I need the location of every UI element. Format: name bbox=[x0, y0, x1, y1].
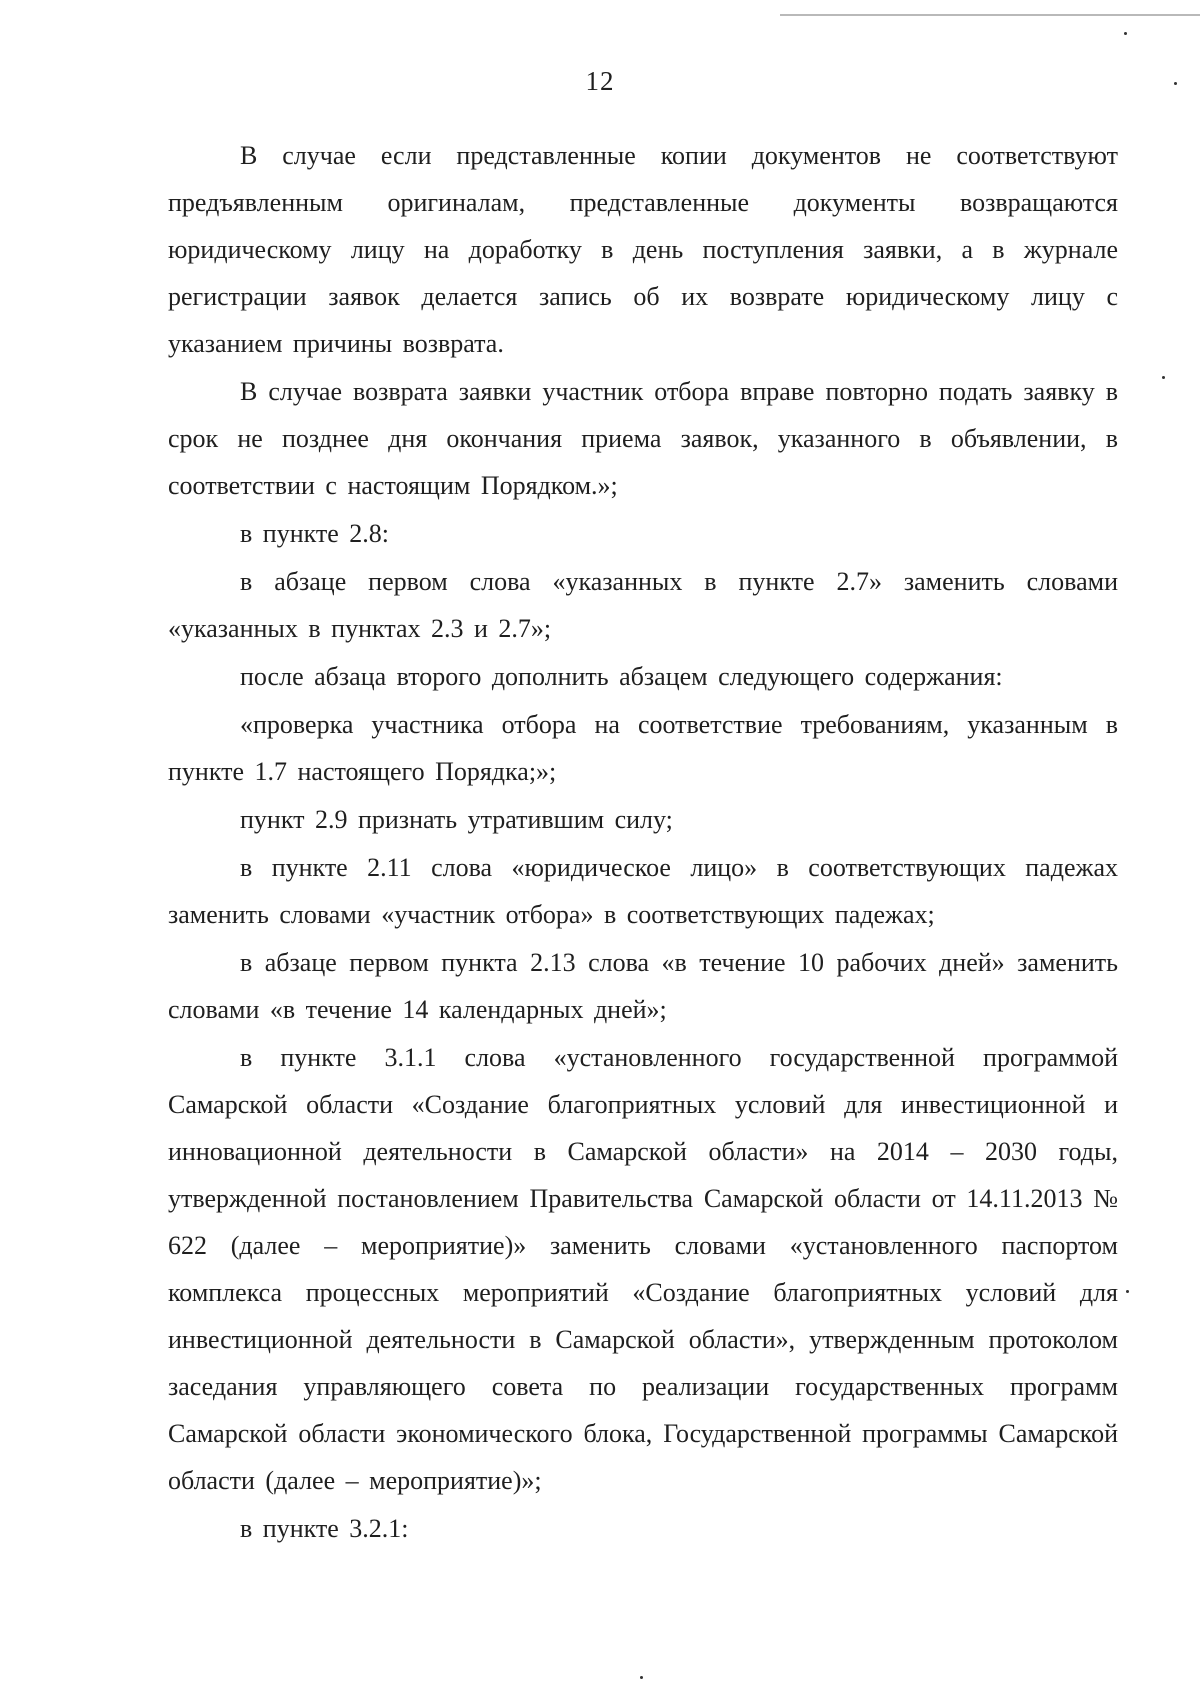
paragraph-clause-2-13: в абзаце первом пункта 2.13 слова «в течение 10 рабочих дней» заменить словами «в течение 14 календарных дней»; bbox=[168, 948, 1118, 1024]
scan-speck bbox=[1162, 376, 1165, 379]
paragraph-resubmission: В случае возврата заявки участник отбора вправе повторно подать заявку в срок не позднее дня окончания приема заявок, указанного в объявлении, в соответствии с настоящим Порядком.»; bbox=[168, 377, 1118, 500]
paragraph-clause-2-8-first: в абзаце первом слова «указанных в пункте 2.7» заменить словами «указанных в пунктах 2.3 и 2.7»; bbox=[168, 567, 1118, 643]
page-number: 12 bbox=[585, 66, 615, 96]
scan-speck bbox=[1126, 1290, 1129, 1293]
paragraph-clause-3-2-1: в пункте 3.2.1: bbox=[240, 1514, 409, 1543]
paragraph-clause-2-11: в пункте 2.11 слова «юридическое лицо» в соответствующих падежах заменить словами «участник отбора» в соответствующих падежах; bbox=[168, 853, 1118, 929]
paragraph-participant-check: «проверка участника отбора на соответствие требованиям, указанным в пункте 1.7 настоящего Порядка;»; bbox=[168, 710, 1118, 786]
paragraph-clause-2-9: пункт 2.9 признать утратившим силу; bbox=[240, 805, 673, 834]
document-body bbox=[168, 132, 1118, 1552]
paragraph-clause-3-1-1: в пункте 3.1.1 слова «установленного государственной программой Самарской области «Создание благоприятных условий для инвестиционной и инновационной деятельности в Самарской области» на 2014 – 2030 годы, утвержденной постановлением Правительства Самарской области от 14.11.2013 № 622 (далее – мероприятие)» заменить словами «установленного паспортом комплекса процессных мероприятий «Создание благоприятных условий для инвестиционной деятельности в Самарской области», утвержденным протоколом заседания управляющего совета по реализации государственных программ Самарской области экономического блока, Государственной программы Самарской области (далее – мероприятие)»; bbox=[168, 1043, 1118, 1495]
scan-speck bbox=[1124, 32, 1127, 35]
paragraph-clause-2-8-addition: после абзаца второго дополнить абзацем следующего содержания: bbox=[240, 662, 1003, 691]
paragraph-return-of-documents: В случае если представленные копии документов не соответствуют предъявленным оригиналам, представленные документы возвращаются юридическому лицу на доработку в день поступления заявки, а в журнале регистрации заявок делается запись об их возврате юридическому лицу с указанием причины возврата. bbox=[168, 141, 1118, 358]
scan-speck bbox=[640, 1676, 643, 1679]
paragraph-clause-2-8: в пункте 2.8: bbox=[240, 519, 390, 548]
scan-speck bbox=[1174, 82, 1177, 85]
scan-top-edge bbox=[780, 0, 1200, 16]
